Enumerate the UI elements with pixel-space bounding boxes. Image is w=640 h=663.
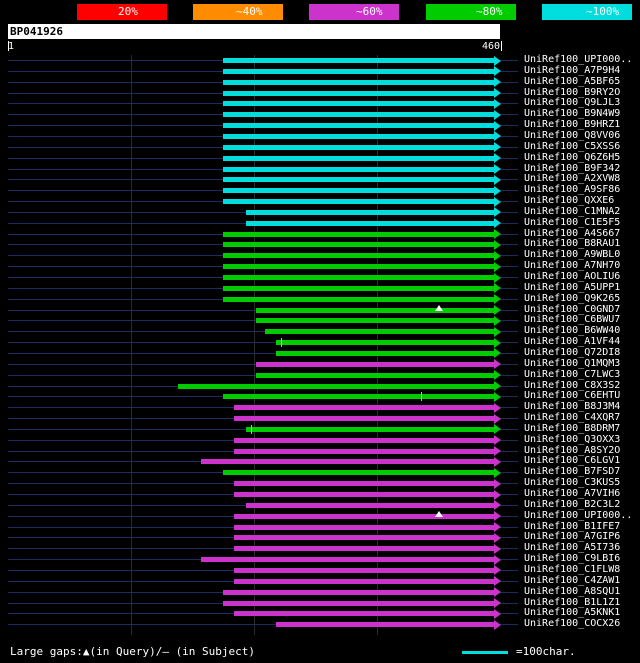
hsp-bar[interactable]: [234, 416, 494, 421]
hit-label[interactable]: UniRef100_B8RAU1: [524, 238, 621, 250]
hsp-bar[interactable]: [246, 503, 494, 508]
hit-label[interactable]: UniRef100_C1E5F5: [524, 216, 621, 228]
hit-label[interactable]: UniRef100_B6WW40: [524, 325, 621, 337]
hit-label[interactable]: UniRef100_A8SY2O: [524, 444, 621, 456]
hsp-arrow-icon: [494, 522, 501, 532]
subject-gap-marker: [421, 392, 422, 401]
hit-label[interactable]: UniRef100_C5XSS6: [524, 140, 621, 152]
hit-label[interactable]: UniRef100_A5BF65: [524, 75, 621, 87]
hit-label[interactable]: UniRef100_C4ZAW1: [524, 574, 621, 586]
hit-label[interactable]: UniRef100_AOLIU6: [524, 271, 621, 282]
hit-label[interactable]: UniRef100_A8SQU1: [524, 585, 621, 597]
legend-segment: [309, 4, 399, 20]
scale-bar-icon: [462, 651, 508, 654]
hit-label[interactable]: UniRef100_Q9LJL3: [524, 97, 621, 109]
hit-label[interactable]: UniRef100_UPI000..: [524, 509, 633, 521]
legend-label: ~60%: [356, 5, 383, 18]
hsp-arrow-icon: [494, 99, 501, 109]
hsp-arrow-icon: [494, 305, 501, 315]
hsp-bar[interactable]: [223, 199, 494, 204]
legend-label: ~100%: [586, 5, 620, 18]
hsp-bar[interactable]: [223, 297, 494, 302]
hsp-bar[interactable]: [223, 275, 494, 280]
hit-label[interactable]: UniRef100_A4S667: [524, 227, 621, 239]
hsp-arrow-icon: [494, 565, 501, 575]
hsp-arrow-icon: [494, 327, 501, 337]
hsp-arrow-icon: [494, 283, 501, 293]
ruler-start-label: 1: [8, 41, 15, 52]
hsp-bar[interactable]: [234, 481, 494, 486]
hsp-bar[interactable]: [223, 69, 494, 74]
hsp-arrow-icon: [494, 218, 501, 228]
hsp-bar[interactable]: [223, 112, 494, 117]
hsp-bar[interactable]: [234, 546, 494, 551]
footer: [0, 641, 640, 663]
hit-label[interactable]: UniRef100_B9HRZ1: [524, 119, 621, 131]
alignment-plot: [8, 55, 518, 635]
hsp-arrow-icon: [494, 500, 501, 510]
hsp-arrow-icon: [494, 153, 501, 163]
hit-label[interactable]: UniRef100_B9RY2O: [524, 86, 621, 98]
legend-segment: [283, 4, 309, 20]
query-gap-triangle-icon: [435, 511, 443, 517]
hsp-bar[interactable]: [223, 156, 494, 161]
hsp-bar[interactable]: [256, 362, 494, 367]
hsp-arrow-icon: [494, 273, 501, 283]
hit-label[interactable]: UniRef100_B7FSD7: [524, 466, 621, 478]
hsp-bar[interactable]: [256, 318, 494, 323]
hit-label[interactable]: UniRef100_C7LWC3: [524, 368, 621, 380]
hit-label[interactable]: UniRef100_A7NH70: [524, 260, 621, 272]
hit-label[interactable]: UniRef100_C0GND7: [524, 303, 621, 315]
hsp-arrow-icon: [494, 240, 501, 250]
hsp-arrow-icon: [494, 186, 501, 196]
hsp-bar[interactable]: [265, 329, 494, 334]
hsp-bar[interactable]: [223, 123, 494, 128]
hsp-bar[interactable]: [234, 611, 494, 616]
hsp-bar[interactable]: [234, 492, 494, 497]
hit-label[interactable]: UniRef100_C1MNA2: [524, 205, 621, 217]
legend-segment: [167, 4, 193, 20]
hit-label[interactable]: UniRef100_UPI000..: [524, 54, 633, 65]
hit-label[interactable]: UniRef100_Q1MQM3: [524, 357, 621, 369]
hsp-bar[interactable]: [223, 80, 494, 85]
hit-label[interactable]: UniRef100_B1L1Z1: [524, 596, 621, 608]
hit-label[interactable]: UniRef100_C6BWU7: [524, 314, 621, 326]
hit-label[interactable]: UniRef100_A5I736: [524, 542, 621, 554]
hsp-bar[interactable]: [234, 525, 494, 530]
hsp-arrow-icon: [494, 414, 501, 424]
hsp-arrow-icon: [494, 457, 501, 467]
hsp-bar[interactable]: [234, 568, 494, 573]
hsp-bar[interactable]: [234, 438, 494, 443]
hsp-bar[interactable]: [246, 221, 494, 226]
hsp-bar[interactable]: [223, 91, 494, 96]
hsp-bar[interactable]: [223, 188, 494, 193]
hsp-bar[interactable]: [223, 470, 494, 475]
hit-label[interactable]: UniRef100_B8J3M4: [524, 401, 621, 413]
hsp-bar[interactable]: [276, 351, 494, 356]
hsp-arrow-icon: [494, 197, 501, 207]
hsp-arrow-icon: [494, 381, 501, 391]
hsp-bar[interactable]: [246, 427, 494, 432]
hsp-bar[interactable]: [178, 384, 494, 389]
hsp-arrow-icon: [494, 479, 501, 489]
hsp-arrow-icon: [494, 207, 501, 217]
hit-label[interactable]: UniRef100_C9LBI6: [524, 553, 621, 565]
hsp-arrow-icon: [494, 446, 501, 456]
hsp-bar[interactable]: [256, 308, 494, 313]
hit-label[interactable]: UniRef100_A1VF44: [524, 336, 621, 348]
hsp-arrow-icon: [494, 544, 501, 554]
legend-label: ~40%: [236, 5, 263, 18]
hsp-bar[interactable]: [223, 58, 494, 63]
hsp-arrow-icon: [494, 620, 501, 630]
hit-label[interactable]: UniRef100_Q72DI8: [524, 346, 621, 358]
hit-label[interactable]: UniRef100_A5UPP1: [524, 281, 621, 293]
hsp-arrow-icon: [494, 229, 501, 239]
hsp-bar[interactable]: [234, 405, 494, 410]
hsp-arrow-icon: [494, 88, 501, 98]
hsp-bar[interactable]: [256, 373, 494, 378]
hsp-arrow-icon: [494, 77, 501, 87]
hit-label[interactable]: UniRef100_C6LGV1: [524, 455, 621, 467]
hit-label[interactable]: UniRef100_QXXE6: [524, 195, 615, 207]
query-id-bar: BP041926: [8, 24, 500, 39]
hsp-arrow-icon: [494, 392, 501, 402]
hsp-arrow-icon: [494, 609, 501, 619]
hit-label[interactable]: UniRef100_Q9K265: [524, 292, 621, 304]
hsp-arrow-icon: [494, 424, 501, 434]
hsp-arrow-icon: [494, 338, 501, 348]
hsp-arrow-icon: [494, 598, 501, 608]
hit-label[interactable]: UniRef100_Q3OXX3: [524, 433, 621, 445]
hit-label[interactable]: UniRef100_A9WBL0: [524, 249, 621, 261]
scale-bar-label: =100char.: [516, 645, 576, 658]
hsp-arrow-icon: [494, 175, 501, 185]
hit-label[interactable]: UniRef100_A7P9H4: [524, 64, 621, 76]
hsp-arrow-icon: [494, 435, 501, 445]
hit-label[interactable]: UniRef100_C8X3S2: [524, 379, 621, 391]
hsp-bar[interactable]: [223, 145, 494, 150]
hsp-arrow-icon: [494, 370, 501, 380]
hsp-arrow-icon: [494, 294, 501, 304]
ruler-end-label: 460: [481, 41, 500, 52]
hsp-bar[interactable]: [234, 579, 494, 584]
hsp-bar[interactable]: [201, 459, 494, 464]
hit-label[interactable]: UniRef100_B9N4W9: [524, 108, 621, 120]
hsp-bar[interactable]: [223, 253, 494, 258]
hsp-arrow-icon: [494, 251, 501, 261]
query-ruler: [8, 41, 500, 53]
hit-label[interactable]: UniRef100_A5KNK1: [524, 607, 621, 619]
hit-label[interactable]: UniRef100_Q6Z6H5: [524, 151, 621, 163]
ruler-bar: [8, 41, 502, 51]
hsp-arrow-icon: [494, 359, 501, 369]
hsp-bar[interactable]: [223, 394, 494, 399]
hsp-arrow-icon: [494, 262, 501, 272]
hsp-arrow-icon: [494, 490, 501, 500]
hsp-arrow-icon: [494, 587, 501, 597]
hsp-bar[interactable]: [223, 232, 494, 237]
hit-label[interactable]: UniRef100_COCX26: [524, 618, 621, 630]
hsp-arrow-icon: [494, 110, 501, 120]
hsp-bar[interactable]: [234, 449, 494, 454]
hit-label[interactable]: UniRef100_C1FLW8: [524, 563, 621, 575]
hsp-arrow-icon: [494, 142, 501, 152]
subject-gap-marker: [281, 338, 282, 347]
hsp-bar[interactable]: [223, 286, 494, 291]
hsp-bar[interactable]: [246, 210, 494, 215]
hit-label[interactable]: UniRef100_A7VIH6: [524, 488, 621, 499]
hsp-arrow-icon: [494, 121, 501, 131]
hsp-bar[interactable]: [223, 264, 494, 269]
hsp-arrow-icon: [494, 576, 501, 586]
hsp-arrow-icon: [494, 533, 501, 543]
hit-label[interactable]: UniRef100_C4XQR7: [524, 412, 621, 424]
hsp-arrow-icon: [494, 555, 501, 565]
hsp-arrow-icon: [494, 511, 501, 521]
legend-label: ~80%: [476, 5, 503, 18]
legend-segment: [516, 4, 542, 20]
legend-label: 20%: [118, 5, 138, 18]
hsp-bar[interactable]: [223, 134, 494, 139]
query-gap-triangle-icon: [435, 305, 443, 311]
hsp-arrow-icon: [494, 403, 501, 413]
hsp-arrow-icon: [494, 316, 501, 326]
hit-label[interactable]: UniRef100_Q8VV06: [524, 129, 621, 141]
hsp-bar[interactable]: [223, 167, 494, 172]
hit-label[interactable]: UniRef100_B9F342: [524, 162, 621, 174]
hsp-arrow-icon: [494, 348, 501, 358]
hsp-arrow-icon: [494, 66, 501, 76]
hsp-bar[interactable]: [223, 601, 494, 606]
hit-label[interactable]: UniRef100_B1IFE7: [524, 520, 621, 532]
hsp-bar[interactable]: [223, 242, 494, 247]
hsp-bar[interactable]: [223, 177, 494, 182]
hsp-arrow-icon: [494, 468, 501, 478]
hsp-bar[interactable]: [223, 590, 494, 595]
hsp-bar[interactable]: [276, 622, 494, 627]
hsp-bar[interactable]: [223, 101, 494, 106]
hit-label[interactable]: UniRef100_A2XVW8: [524, 173, 621, 185]
hsp-arrow-icon: [494, 131, 501, 141]
hsp-arrow-icon: [494, 56, 501, 66]
hit-label[interactable]: UniRef100_A9SF86: [524, 184, 621, 196]
legend-segment: [8, 4, 77, 20]
hsp-bar[interactable]: [234, 514, 494, 519]
hit-label[interactable]: UniRef100_C6EHTU: [524, 390, 621, 402]
gap-legend-note: Large gaps:▲(in Query)/– (in Subject): [10, 645, 256, 658]
subject-gap-marker: [251, 425, 252, 434]
hit-label[interactable]: UniRef100_B8DRM7: [524, 422, 621, 434]
hsp-arrow-icon: [494, 164, 501, 174]
identity-color-legend: [8, 4, 632, 20]
hit-label[interactable]: UniRef100_A7GIP6: [524, 531, 621, 543]
hsp-bar[interactable]: [276, 340, 494, 345]
hit-label[interactable]: UniRef100_C3KUS5: [524, 477, 621, 489]
hit-label[interactable]: UniRef100_B2C3L2: [524, 498, 621, 510]
hsp-bar[interactable]: [234, 535, 494, 540]
legend-segment: [399, 4, 425, 20]
hsp-bar[interactable]: [201, 557, 494, 562]
